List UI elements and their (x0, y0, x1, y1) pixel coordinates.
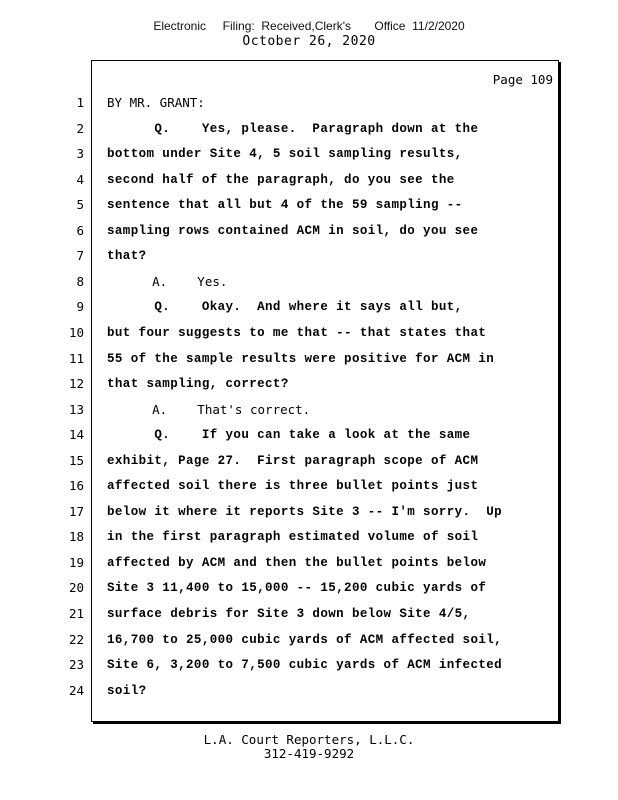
footer (0, 733, 618, 761)
line-number: 1 (76, 95, 84, 110)
line-number: 18 (68, 529, 84, 544)
line-number: 2 (76, 121, 84, 136)
line-number: 15 (68, 453, 84, 468)
line-number: 21 (68, 606, 84, 621)
transcript-line: sampling rows contained ACM in soil, do you see (107, 224, 479, 238)
line-number: 10 (68, 325, 84, 340)
transcript-line: A. Yes. (107, 274, 228, 289)
line-number: 8 (76, 274, 84, 289)
transcript-line: that sampling, correct? (107, 377, 289, 391)
line-number: 12 (68, 376, 84, 391)
transcript-line: in the first paragraph estimated volume of soil (107, 530, 479, 544)
transcript-line: surface debris for Site 3 down below Site 4/5, (107, 607, 471, 621)
line-number: 20 (68, 580, 84, 595)
line-number: 23 (68, 657, 84, 672)
transcript-line: Q. If you can take a look at the same (107, 428, 471, 442)
transcript-line: A. That's correct. (107, 402, 311, 417)
line-number: 14 (68, 427, 84, 442)
line-number: 17 (68, 504, 84, 519)
transcript-line: soil? (107, 684, 147, 698)
page-number: Page 109 (492, 72, 553, 87)
filing-stamp: Electronic Filing: Received,Clerk's Office 11/2/2020 (153, 19, 465, 33)
line-number: 22 (68, 632, 84, 647)
transcript-line: sentence that all but 4 of the 59 sampling -- (107, 198, 463, 212)
line-number: 9 (76, 299, 84, 314)
transcript-line: exhibit, Page 27. First paragraph scope of ACM (107, 454, 479, 468)
transcript-line: 16,700 to 25,000 cubic yards of ACM affected soil, (107, 633, 503, 647)
transcript-line: Site 3 11,400 to 15,000 -- 15,200 cubic yards of (107, 581, 487, 595)
line-number: 24 (68, 683, 84, 698)
transcript-line: second half of the paragraph, do you see the (107, 173, 455, 187)
transcript-line: but four suggests to me that -- that states that (107, 326, 487, 340)
transcript-line: BY MR. GRANT: (107, 95, 205, 110)
transcript-line: affected by ACM and then the bullet points below (107, 556, 487, 570)
line-number: 5 (76, 197, 84, 212)
transcript-line: 55 of the sample results were positive for ACM in (107, 352, 495, 366)
line-number: 11 (68, 351, 84, 366)
line-number: 3 (76, 146, 84, 161)
transcript-line: Q. Yes, please. Paragraph down at the (107, 122, 479, 136)
transcript-date: October 26, 2020 (242, 34, 376, 49)
line-number: 6 (76, 223, 84, 238)
line-number: 7 (76, 248, 84, 263)
transcript-line: bottom under Site 4, 5 soil sampling results, (107, 147, 463, 161)
reporter-company: L.A. Court Reporters, L.L.C. (203, 732, 415, 747)
line-number: 19 (68, 555, 84, 570)
transcript-line: Q. Okay. And where it says all but, (107, 300, 463, 314)
line-number: 4 (76, 172, 84, 187)
line-number: 13 (68, 402, 84, 417)
reporter-phone: 312-419-9292 (263, 746, 355, 761)
transcript-line: that? (107, 249, 147, 263)
transcript-line: affected soil there is three bullet points just (107, 479, 479, 493)
transcript-line: below it where it reports Site 3 -- I'm sorry. Up (107, 505, 503, 519)
line-number: 16 (68, 478, 84, 493)
transcript-line: Site 6, 3,200 to 7,500 cubic yards of ACM infected (107, 658, 503, 672)
